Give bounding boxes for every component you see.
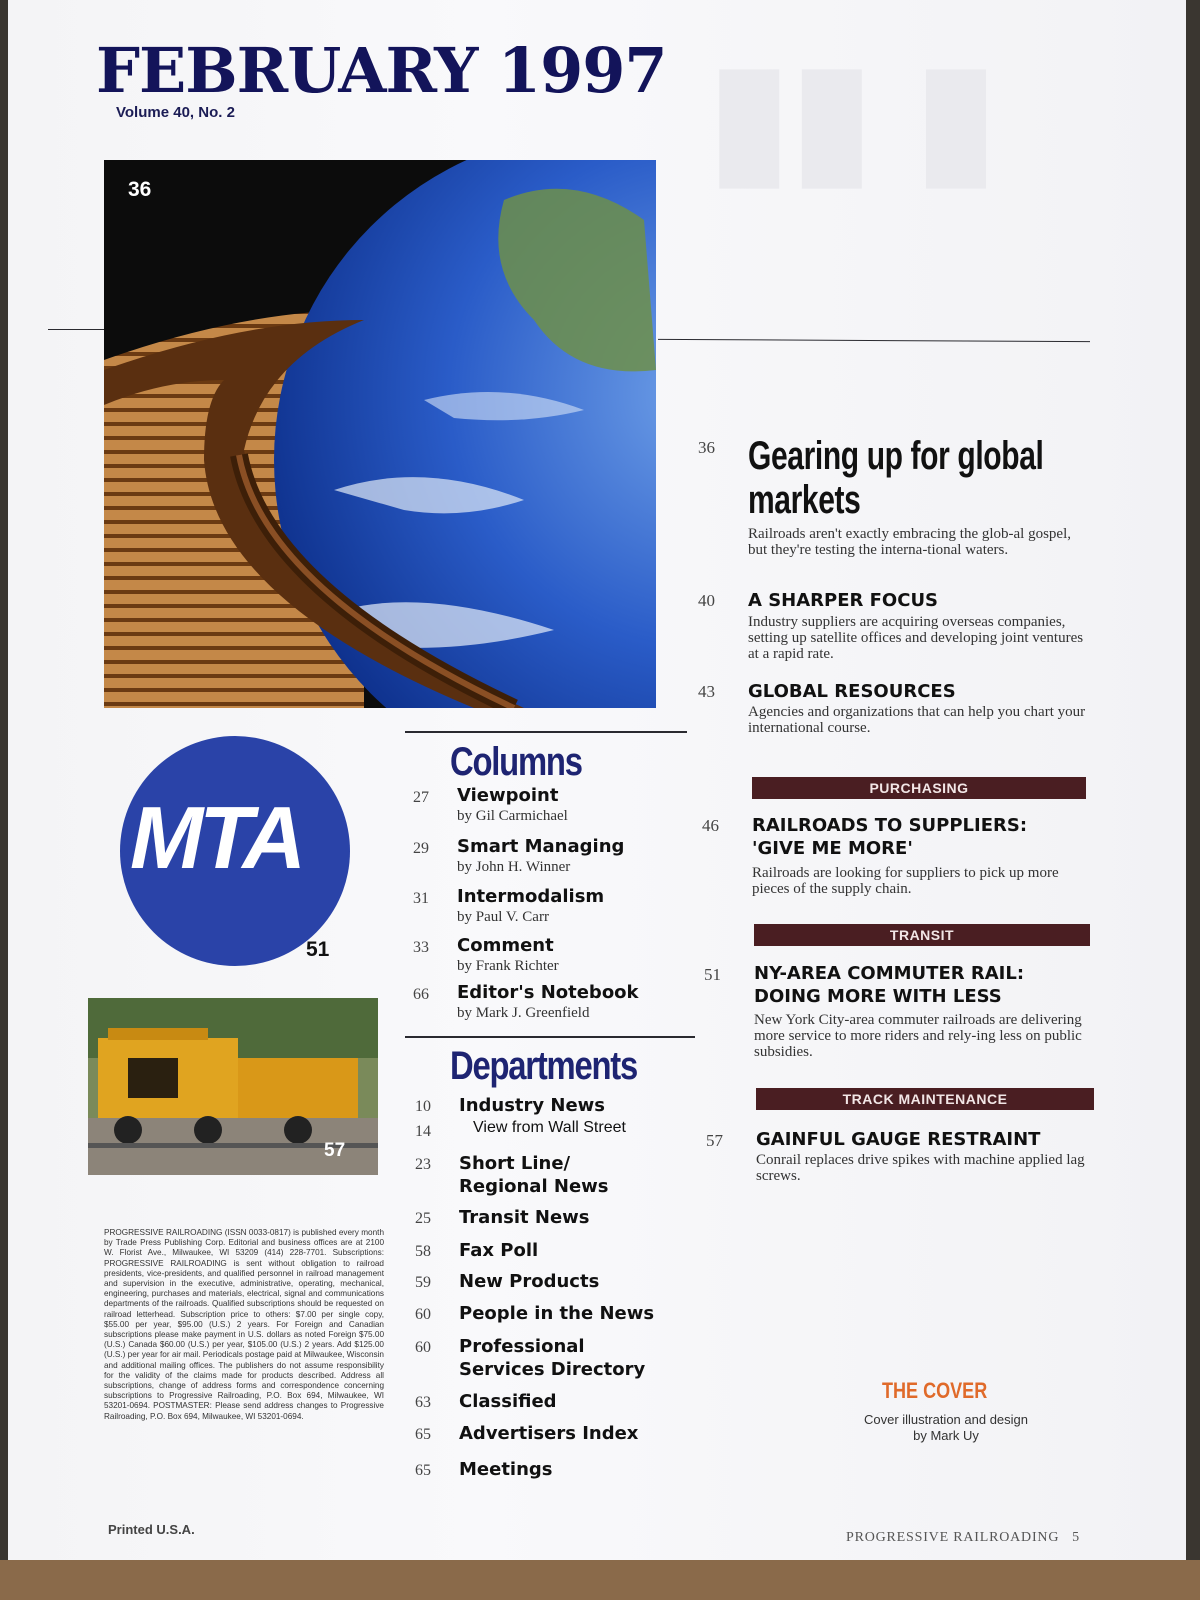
issue-date-title: FEBRUARY 1997 [96,34,667,107]
column-byline: by Paul V. Carr [457,909,549,925]
track-machine-photo [88,998,378,1175]
table-surface [0,1560,1200,1600]
feature-title[interactable]: GLOBAL RESOURCES [748,681,956,702]
department-title: Professional Services Directory [459,1336,646,1380]
feature-page-number: 40 [698,591,715,610]
department-page-number: 59 [415,1274,431,1291]
mta-page-number: 51 [306,938,330,961]
column-byline: by Frank Richter [457,958,559,974]
cover-credit-line: Cover illustration and design [863,1412,1029,1427]
feature-description: Agencies and organizations that can help you chart your international course. [748,704,1086,736]
feature-page-number: 57 [706,1131,723,1150]
department-title: New Products [459,1271,600,1292]
magazine-page [8,0,1186,1560]
departments-heading: Departments [450,1044,637,1088]
feature-title[interactable]: A SHARPER FOCUS [748,590,939,611]
columns-heading: Columns [450,740,582,784]
cover-credit-line: by Mark Uy [913,1428,979,1443]
department-title: Fax Poll [459,1240,539,1261]
feature-description: Conrail replaces drive spikes with machine applied lag screws. [756,1152,1085,1184]
column-page-number: 66 [413,986,429,1003]
columns-top-rule [405,731,687,733]
department-page-number: 10 [415,1098,431,1115]
department-page-number: 65 [415,1426,431,1443]
left-divider-rule [48,329,108,330]
feature-description: Railroads aren't exactly embracing the glob-al gospel, but they're testing the interna-tional waters. [748,526,1072,558]
hero-page-number: 36 [128,178,152,201]
feature-title[interactable]: GAINFUL GAUGE RESTRAINT [756,1129,1041,1150]
footer-page-number: 5 [1072,1530,1080,1545]
section-band-purchasing: PURCHASING [752,777,1086,799]
column-page-number: 33 [413,939,429,956]
column-byline: by Mark J. Greenfield [457,1005,590,1021]
column-page-number: 31 [413,890,429,907]
feature-description: Railroads are looking for suppliers to pick up more pieces of the supply chain. [752,865,1059,897]
background-ghost-text: ▮▮ ▮ [708,32,998,200]
publication-fine-print: PROGRESSIVE RAILROADING (ISSN 0033-0817) is published every month by Trade Press Publishing Corp. Editorial and business offices are at 2100 W. Florist Ave., Milwaukee, WI 53209 (414) 228-7701. Subscriptions: PROGRESSIVE RAILROADING is sent without obligation to railroad presidents, vice-presidents, and qualified personnel in railroad management and supervision in the executive, administrative, operating, mechanical, engineering, purchases and materials, electrical, signal and communications departments of the railroads. Qualified subscriptions should be requested on railroad letterhead. Subscription price to others: $7.00 per single copy, $55.00 per year, $95.00 (U.S.) 2 years. For Foreign and Canadian subscriptions please make payment in U.S. dollars as noted Foreign $75.00 (U.S.) Canada $60.00 (U.S.) per year, $105.00 (U.S.) 2 years. Add $125.00 (U.S.) per year for air mail. Periodicals postage paid at Milwaukee, Wisconsin and additional mailing offices. The publishers do not assume responsibility for the validity of the claims made for products described. Address all subscriptions, change of address forms and correspondence concerning subscriptions to Progressive Railroading, P.O. Box 694, Milwaukee, WI 53201-0694. POSTMASTER: Please send address changes to Progressive Railroading, P.O. Box 694, Milwaukee, WI 53201-0694. [104,1228,384,1421]
volume-number: Volume 40, No. 2 [116,104,235,121]
column-byline: by John H. Winner [457,859,571,875]
column-title: Comment [457,935,554,956]
department-title: Industry News [459,1095,606,1116]
photo-page-number: 57 [324,1140,346,1161]
column-title: Viewpoint [457,785,559,806]
page-footer [846,1530,1080,1546]
footer-publication-name: PROGRESSIVE RAILROADING [846,1530,1060,1545]
department-page-number: 23 [415,1156,431,1173]
section-band-transit: TRANSIT [754,924,1090,946]
feature-title-line[interactable]: NY-AREA COMMUTER RAIL: [754,963,1025,984]
section-band-track-maintenance: TRACK MAINTENANCE [756,1088,1094,1110]
globe-track-illustration [104,160,656,708]
right-divider-rule [658,339,1090,342]
column-title: Smart Managing [457,836,625,857]
feature-description: New York City-area commuter railroads are delivering more service to more riders and rely-ing less on public subsidies. [754,1012,1082,1060]
mta-logo-text: MTA [130,788,303,887]
feature-page-number: 36 [698,438,715,457]
feature-title-line[interactable]: DOING MORE WITH LESS [754,986,1002,1007]
feature-page-number: 43 [698,682,715,701]
cover-credit-text [846,1412,1046,1444]
cover-credit-heading: THE COVER [882,1378,988,1403]
cover-illustration-globe-track [104,160,656,708]
lead-feature-title[interactable]: Gearing up for global markets [748,434,1044,522]
department-title: View from Wall Street [473,1119,626,1136]
column-page-number: 29 [413,840,429,857]
feature-title-line[interactable]: 'GIVE ME MORE' [752,838,913,859]
department-title: Short Line/ Regional News [459,1153,609,1197]
department-page-number: 25 [415,1210,431,1227]
department-page-number: 14 [415,1123,431,1140]
printed-in-usa: Printed U.S.A. [108,1522,195,1537]
feature-page-number: 51 [704,965,721,984]
department-title: Advertisers Index [459,1423,639,1444]
departments-top-rule [405,1036,695,1038]
feature-title-line[interactable]: RAILROADS TO SUPPLIERS: [752,815,1028,836]
department-page-number: 65 [415,1462,431,1479]
department-page-number: 60 [415,1339,431,1356]
department-title: Meetings [459,1459,553,1480]
column-title: Intermodalism [457,886,605,907]
department-title: Transit News [459,1207,590,1228]
department-page-number: 63 [415,1394,431,1411]
column-title: Editor's Notebook [457,982,639,1003]
feature-page-number: 46 [702,816,719,835]
feature-description: Industry suppliers are acquiring overseas companies, setting up satellite offices and developing joint ventures at a rapid rate. [748,614,1084,662]
department-title: People in the News [459,1303,655,1324]
column-byline: by Gil Carmichael [457,808,568,824]
mta-logo [120,736,350,966]
column-page-number: 27 [413,789,429,806]
department-page-number: 60 [415,1306,431,1323]
department-title: Classified [459,1391,557,1412]
department-page-number: 58 [415,1243,431,1260]
